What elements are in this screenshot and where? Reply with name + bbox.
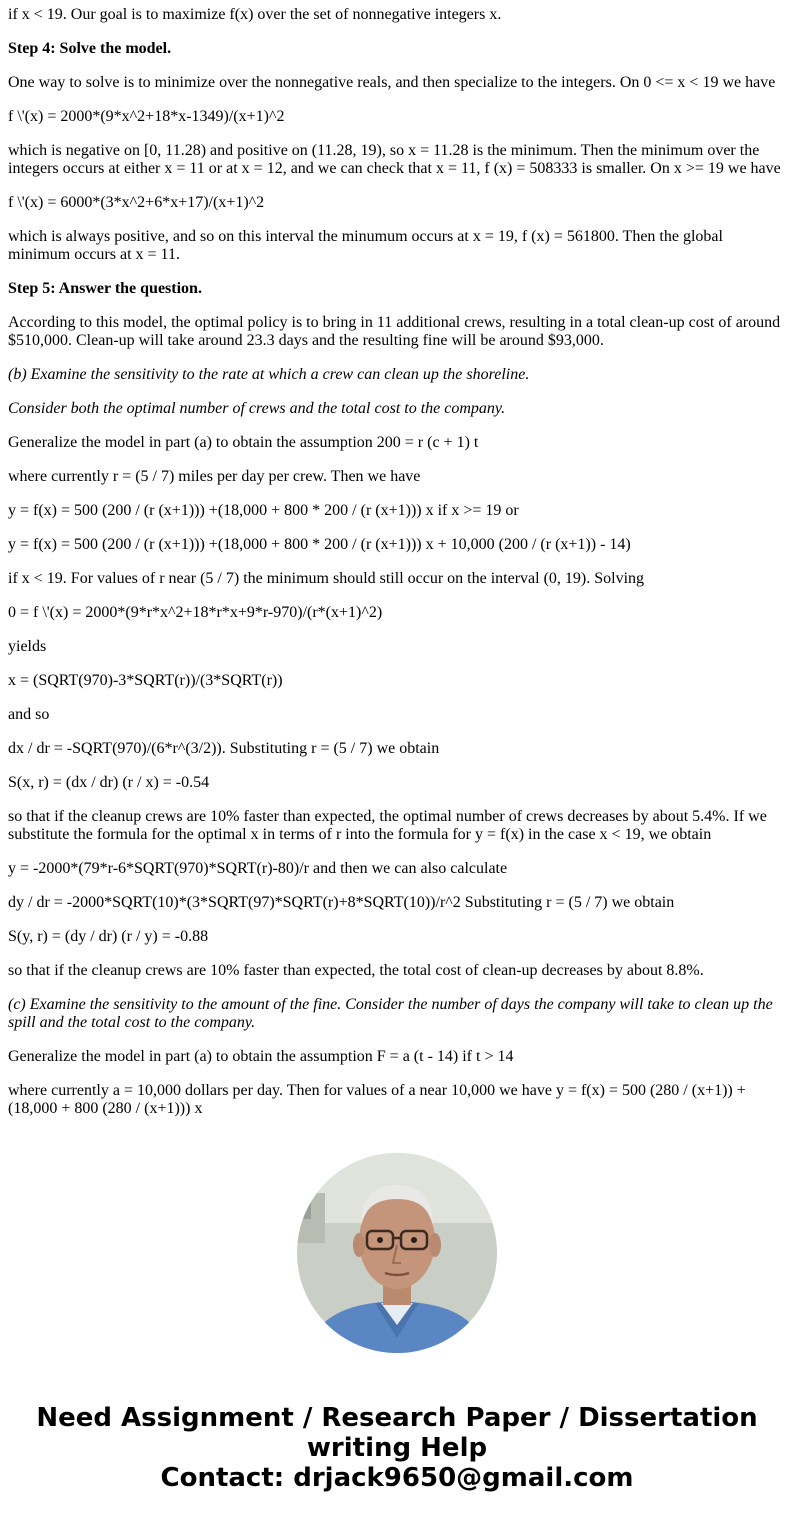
question-text: (c) Examine the sensitivity to the amount of the fine. Consider the number of days the company will take to clean up the spill and the total cost to the company.	[8, 996, 773, 1031]
paragraph: where currently a = 10,000 dollars per day. Then for values of a near 10,000 we have y = f(x) = 500 (280 / (x+1)) + (18,000 + 800 (280 / (x+1))) x	[8, 1082, 746, 1117]
equation: 0 = f \'(x) = 2000*(9*r*x^2+18*r*x+9*r-970)/(r*(x+1)^2)	[8, 604, 383, 621]
paragraph: yields	[8, 638, 47, 655]
paragraph: if x < 19. Our goal is to maximize f(x) over the set of nonnegative integers x.	[8, 6, 502, 23]
paragraph: so that if the cleanup crews are 10% faster than expected, the total cost of clean-up decreases by about 8.8%.	[8, 962, 704, 979]
equation: x = (SQRT(970)-3*SQRT(r))/(3*SQRT(r))	[8, 672, 283, 689]
paragraph: which is negative on [0, 11.28) and positive on (11.28, 19), so x = 11.28 is the minimum. Then the minimum over the integers occurs at either x = 11 or at x = 12, and we can check that x = 11, f (x) = 508333 is smaller. On x >= 19 we have	[8, 142, 781, 177]
paragraph: and so	[8, 706, 50, 723]
contact-email: Contact: drjack9650@gmail.com	[160, 1463, 634, 1493]
author-photo	[297, 1153, 497, 1353]
equation: f \'(x) = 2000*(9*x^2+18*x-1349)/(x+1)^2	[8, 108, 285, 125]
paragraph: where currently r = (5 / 7) miles per day per crew. Then we have	[8, 468, 421, 485]
paragraph: if x < 19. For values of r near (5 / 7) the minimum should still occur on the interval (0, 19). Solving	[8, 570, 645, 587]
paragraph: which is always positive, and so on this interval the minumum occurs at x = 19, f (x) = 561800. Then the global minimum occurs at x = 11.	[8, 228, 723, 263]
question-text: (b) Examine the sensitivity to the rate at which a crew can clean up the shoreline.	[8, 366, 530, 383]
question-text: Consider both the optimal number of crews and the total cost to the company.	[8, 400, 506, 417]
equation: y = -2000*(79*r-6*SQRT(970)*SQRT(r)-80)/r and then we can also calculate	[8, 860, 508, 877]
equation: y = f(x) = 500 (200 / (r (x+1))) +(18,000 + 800 * 200 / (r (x+1))) x if x >= 19 or	[8, 502, 519, 519]
equation: f \'(x) = 6000*(3*x^2+6*x+17)/(x+1)^2	[8, 194, 265, 211]
paragraph: so that if the cleanup crews are 10% faster than expected, the optimal number of crews decreases by about 5.4%. If we substitute the formula for the optimal x in terms of r into the formula for y = f(x) in the case x < 19, we obtain	[8, 808, 767, 843]
step-heading: Step 5: Answer the question.	[8, 280, 202, 297]
paragraph: Generalize the model in part (a) to obtain the assumption F = a (t - 14) if t > 14	[8, 1048, 514, 1065]
equation: y = f(x) = 500 (200 / (r (x+1))) +(18,000 + 800 * 200 / (r (x+1))) x + 10,000 (200 / (r (x+1)) - 14)	[8, 536, 631, 553]
document-body	[8, 6, 786, 1134]
equation: dy / dr = -2000*SQRT(10)*(3*SQRT(97)*SQRT(r)+8*SQRT(10))/r^2 Substituting r = (5 / 7) we obtain	[8, 894, 675, 911]
step-heading: Step 4: Solve the model.	[8, 40, 172, 57]
equation: S(y, r) = (dy / dr) (r / y) = -0.88	[8, 928, 209, 945]
paragraph: One way to solve is to minimize over the nonnegative reals, and then specialize to the integers. On 0 <= x < 19 we have	[8, 74, 776, 91]
equation: dx / dr = -SQRT(970)/(6*r^(3/2)). Substituting r = (5 / 7) we obtain	[8, 740, 440, 757]
promo-line-2: writing Help	[306, 1433, 488, 1463]
paragraph: According to this model, the optimal policy is to bring in 11 additional crews, resulting in a total clean-up cost of around $510,000. Clean-up will take around 23.3 days and the resulting fine will be around $93,000.	[8, 314, 781, 349]
promo-footer	[0, 1403, 794, 1493]
promo-line-1: Need Assignment / Research Paper / Dissertation	[36, 1403, 758, 1433]
paragraph: Generalize the model in part (a) to obtain the assumption 200 = r (c + 1) t	[8, 434, 479, 451]
equation: S(x, r) = (dx / dr) (r / x) = -0.54	[8, 774, 210, 791]
